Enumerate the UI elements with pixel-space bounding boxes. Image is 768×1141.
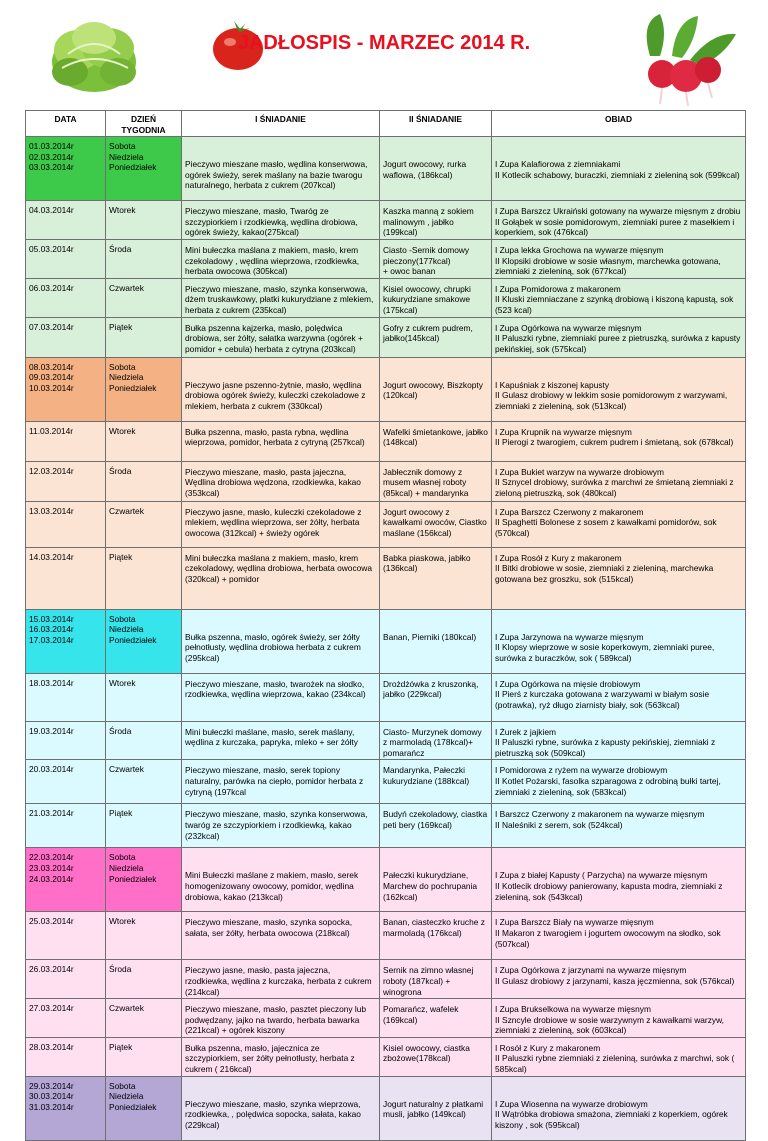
lunch-cell: I Zupa Barszcz Czerwony z makaronem II Spaghetti Bolonese z sosem z kawałkami pomidorów, sok (570kcal): [492, 501, 746, 547]
day-cell: Wtorek: [106, 421, 182, 461]
date-cell: 27.03.2014r: [26, 999, 106, 1038]
breakfast2-cell: Ciasto -Sernik domowy pieczony(177kcal) + owoc banan: [380, 239, 492, 278]
day-cell: Piątek: [106, 317, 182, 357]
breakfast1-cell: Bułka pszenna, masło, pasta rybna, wędlina wieprzowa, pomidor, herbata z cytryną (257kcal): [182, 421, 380, 461]
lunch-cell: I Zupa Ogórkowa na mięsie drobiowym II Pierś z kurczaka gotowana z warzywami w białym sosie (potrawka), ryż długo ziarnisty biały, sok (563kcal): [492, 673, 746, 721]
breakfast2-cell: Wafelki śmietankowe, jabłko (148kcal): [380, 421, 492, 461]
menu-row: [26, 999, 746, 1038]
breakfast1-cell: Pieczywo mieszane, masło, szynka konserwowa, twaróg ze szczypiorkiem i rzodkiewką, kakao (232kcal): [182, 804, 380, 848]
week-days: Sobota Niedziela Poniedziałek: [106, 137, 182, 201]
menu-row: [26, 721, 746, 760]
breakfast2-cell: Jogurt naturalny z płatkami musli, jabłko (149kcal): [380, 1076, 492, 1140]
menu-row: [26, 760, 746, 804]
date-cell: 26.03.2014r: [26, 960, 106, 999]
breakfast1-cell: Mini Bułeczki maślane z makiem, masło, serek homogenizowany owocowy, pomidor, wędlina drobiowa, kakao (213kcal): [182, 848, 380, 912]
col-header-breakfast2: II ŚNIADANIE: [380, 111, 492, 137]
menu-row: [26, 848, 746, 912]
day-cell: Piątek: [106, 547, 182, 609]
breakfast2-cell: Kaszka manną z sokiem malinowym , jabłko (199kcal): [380, 201, 492, 240]
date-cell: 06.03.2014r: [26, 278, 106, 317]
day-cell: Wtorek: [106, 201, 182, 240]
breakfast1-cell: Mini bułeczki maślane, masło, serek maślany, wędlina z kurczaka, papryka, mleko + ser żółty: [182, 721, 380, 760]
week-dates: 15.03.2014r 16.03.2014r 17.03.2014r: [26, 609, 106, 673]
day-cell: Środa: [106, 239, 182, 278]
breakfast1-cell: Pieczywo mieszane masło, wędlina konserwowa, ogórek świeży, serek maślany na bazie twarogu naturalnego, herbata z cukrem (207kcal): [182, 137, 380, 201]
breakfast1-cell: Pieczywo jasne, masło, pasta jajeczna, rzodkiewka, wędlina z kurczaka, herbata z cukrem (214kcal): [182, 960, 380, 999]
menu-row: [26, 804, 746, 848]
breakfast1-cell: Pieczywo jasne, masło, kuleczki czekoladowe z mlekiem, wędlina wieprzowa, ser żółty, herbata owocowa (312kcal) + świeży ogórek: [182, 501, 380, 547]
menu-row: [26, 1037, 746, 1076]
breakfast1-cell: Pieczywo mieszane, masło, szynka sopocka, sałata, ser żółty, herbata owocowa (218kcal): [182, 912, 380, 960]
breakfast2-cell: Sernik na zimno własnej roboty (187kcal) + winogrona: [380, 960, 492, 999]
menu-row: [26, 1076, 746, 1140]
date-cell: 25.03.2014r: [26, 912, 106, 960]
week-days: Sobota Niedziela Poniedziałek: [106, 609, 182, 673]
lunch-cell: I Zupa Pomidorowa z makaronem II Kluski ziemniaczane z szynką drobiową i kiszoną kapustą, sok (523 kcal): [492, 278, 746, 317]
breakfast1-cell: Bułka pszenna, masło, jajecznica ze szczypiorkiem, ser żółty pełnotłusty, herbata z cukrem ( 216kcal): [182, 1037, 380, 1076]
menu-row: [26, 609, 746, 673]
breakfast1-cell: Bułka pszenna, masło, ogórek świeży, ser żółty pełnotłusty, wędlina drobiowa herbata z cukrem (295kcal): [182, 609, 380, 673]
page-title: JADŁOSPIS - MARZEC 2014 R.: [237, 32, 531, 54]
breakfast1-cell: Pieczywo mieszane, masło, pasztet pieczony lub podwędzany, jajko na twardo, herbata bawarka (221kcal) + ogórek kiszony: [182, 999, 380, 1038]
menu-row: [26, 239, 746, 278]
menu-row: [26, 317, 746, 357]
breakfast2-cell: Budyń czekoladowy, ciastka peti bery (169kcal): [380, 804, 492, 848]
lunch-cell: I Barszcz Czerwony z makaronem na wywarze mięsnym II Naleśniki z serem, sok (524kcal): [492, 804, 746, 848]
menu-row: [26, 201, 746, 240]
lunch-cell: I Kapuśniak z kiszonej kapusty II Gulasz drobiowy w lekkim sosie pomidorowym z warzywami, ziemniaki z zieleniną, sok (513kcal): [492, 357, 746, 421]
breakfast2-cell: Jabłecznik domowy z musem własnej roboty (85kcal) + mandarynka: [380, 461, 492, 501]
lunch-cell: I Żurek z jajkiem II Paluszki rybne, surówka z kapusty pekińskiej, ziemniaki z pietruszką sok (509kcal): [492, 721, 746, 760]
day-cell: Piątek: [106, 1037, 182, 1076]
date-cell: 11.03.2014r: [26, 421, 106, 461]
lettuce-illustration: [48, 14, 140, 96]
breakfast2-cell: Jogurt owocowy z kawałkami owoców, Ciastko maślane (156kcal): [380, 501, 492, 547]
menu-row: [26, 461, 746, 501]
date-cell: 05.03.2014r: [26, 239, 106, 278]
day-cell: Czwartek: [106, 760, 182, 804]
lunch-cell: I Zupa Wiosenna na wywarze drobiowym II Wątróbka drobiowa smażona, ziemniaki z koperkiem, ogórek kiszony , sok (595kcal): [492, 1076, 746, 1140]
col-header-date: DATA: [26, 111, 106, 137]
week-days: Sobota Niedziela Poniedziałek: [106, 848, 182, 912]
breakfast2-cell: Gofry z cukrem pudrem, jabłko(145kcal): [380, 317, 492, 357]
date-cell: 14.03.2014r: [26, 547, 106, 609]
date-cell: 18.03.2014r: [26, 673, 106, 721]
day-cell: Wtorek: [106, 912, 182, 960]
week-dates: 01.03.2014r 02.03.2014r 03.03.2014r: [26, 137, 106, 201]
lunch-cell: I Zupa Kalafiorowa z ziemniakami II Kotlecik schabowy, buraczki, ziemniaki z zieleniną sok (599kcal): [492, 137, 746, 201]
menu-body: [26, 137, 746, 1140]
lunch-cell: I Pomidorowa z ryżem na wywarze drobiowym II Kotlet Pożarski, fasolka szparagowa z odrobiną bułki tartej, ziemniaki z zieleniną, sok (583kcal): [492, 760, 746, 804]
date-cell: 21.03.2014r: [26, 804, 106, 848]
day-cell: Czwartek: [106, 999, 182, 1038]
week-dates: 29.03.2014r 30.03.2014r 31.03.2014r: [26, 1076, 106, 1140]
col-header-breakfast1: I ŚNIADANIE: [182, 111, 380, 137]
date-cell: 19.03.2014r: [26, 721, 106, 760]
lunch-cell: I Zupa Barszcz Ukraiński gotowany na wywarze mięsnym z drobiu II Gołąbek w sosie pomidorowym, ziemniaki puree z masełkiem i koperkiem, sok (476kcal): [492, 201, 746, 240]
breakfast2-cell: Kisiel owocowy, ciastka zbożowe(178kcal): [380, 1037, 492, 1076]
date-cell: 07.03.2014r: [26, 317, 106, 357]
lunch-cell: I Zupa Brukselkowa na wywarze mięsnym II Szncyle drobiowe w sosie warzywnym z kawałkami warzyw, ziemniaki z zieleniną, sok (603kcal): [492, 999, 746, 1038]
date-cell: 28.03.2014r: [26, 1037, 106, 1076]
breakfast1-cell: Pieczywo mieszane, masło, serek topiony naturalny, parówka na ciepło, pomidor herbata z cytryną (197kcal: [182, 760, 380, 804]
menu-row: [26, 357, 746, 421]
menu-row: [26, 137, 746, 201]
breakfast2-cell: Babka piaskowa, jabłko (136kcal): [380, 547, 492, 609]
lunch-cell: I Rosół z Kury z makaronem II Paluszki rybne ziemniaki z zieleniną, surówka z marchwi, sok ( 585kcal): [492, 1037, 746, 1076]
breakfast2-cell: Jogurt owocowy, rurka waflowa, (186kcal): [380, 137, 492, 201]
date-cell: 12.03.2014r: [26, 461, 106, 501]
lunch-cell: I Zupa Jarzynowa na wywarze mięsnym II Klopsy wieprzowe w sosie koperkowym, ziemniaki puree, surówka z buraczków, sok ( 589kcal): [492, 609, 746, 673]
breakfast2-cell: Pałeczki kukurydziane, Marchew do pochrupania (162kcal): [380, 848, 492, 912]
lunch-cell: I Zupa Krupnik na wywarze mięsnym II Pierogi z twarogiem, cukrem pudrem i śmietaną, sok (678kcal): [492, 421, 746, 461]
breakfast2-cell: Ciasto- Murzynek domowy z marmoladą (178kcal)+ pomarańcz: [380, 721, 492, 760]
week-days: Sobota Niedziela Poniedziałek: [106, 1076, 182, 1140]
menu-row: [26, 421, 746, 461]
menu-row: [26, 673, 746, 721]
breakfast2-cell: Pomarańcz, wafelek (169kcal): [380, 999, 492, 1038]
lunch-cell: I Zupa z białej Kapusty ( Parzycha) na wywarze mięsnym II Kotlecik drobiowy panierowany, kapusta modra, ziemniaki z zieleniną, sok (543kcal): [492, 848, 746, 912]
date-cell: 13.03.2014r: [26, 501, 106, 547]
day-cell: Środa: [106, 461, 182, 501]
menu-row: [26, 278, 746, 317]
breakfast2-cell: Mandarynka, Pałeczki kukurydziane (188kcal): [380, 760, 492, 804]
breakfast1-cell: Mini bułeczka maślana z makiem, masło, krem czekoladowy , wędlina wieprzowa, rzodkiewka, herbata owocowa (305kcal): [182, 239, 380, 278]
day-cell: Piątek: [106, 804, 182, 848]
col-header-day: DZIEŃ TYGODNIA: [106, 111, 182, 137]
day-cell: Środa: [106, 721, 182, 760]
menu-row: [26, 501, 746, 547]
radish-illustration: [620, 12, 742, 108]
lunch-cell: I Zupa lekka Grochowa na wywarze mięsnym II Klopsiki drobiowe w sosie własnym, marchewka gotowana, ziemniaki z zieleniną, sok (677kcal): [492, 239, 746, 278]
breakfast1-cell: Mini bułeczka maślana z makiem, masło, krem czekoladowy, wędlina drobiowa, herbata owocowa (320kcal) + pomidor: [182, 547, 380, 609]
day-cell: Wtorek: [106, 673, 182, 721]
menu-row: [26, 547, 746, 609]
breakfast2-cell: Kisiel owocowy, chrupki kukurydziane smakowe (175kcal): [380, 278, 492, 317]
date-cell: 04.03.2014r: [26, 201, 106, 240]
lunch-cell: I Zupa Rosół z Kury z makaronem II Bitki drobiowe w sosie, ziemniaki z zieleniną, marchewka gotowana bez groszku, sok (515kcal): [492, 547, 746, 609]
breakfast1-cell: Pieczywo mieszane, masło, twarożek na słodko, rzodkiewka, wędlina wieprzowa, kakao (234kcal): [182, 673, 380, 721]
breakfast1-cell: Bułka pszenna kajzerka, masło, polędwica drobiowa, ser żółty, sałatka warzywna (ogórek + pomidor + cebula) herbata z cytryna (203kcal): [182, 317, 380, 357]
breakfast1-cell: Pieczywo mieszane, masło, szynka konserwowa, dżem truskawkowy, płatki kukurydziane z mlekiem, herbata z cukrem (235kcal): [182, 278, 380, 317]
menu-row: [26, 960, 746, 999]
breakfast2-cell: Jogurt owocowy, Biszkopty (120kcal): [380, 357, 492, 421]
breakfast1-cell: Pieczywo mieszane, masło, Twaróg ze szczypiorkiem i rzodkiewką, wędlina drobiowa, ogórek świeży, kakao(275kcal): [182, 201, 380, 240]
breakfast2-cell: Banan, ciasteczko kruche z marmoladą (176kcal): [380, 912, 492, 960]
breakfast1-cell: Pieczywo jasne pszenno-żytnie, masło, wędlina drobiowa ogórek świeży, kuleczki czekoladowe z mlekiem, herbata z cukrem (330kcal): [182, 357, 380, 421]
lunch-cell: I Zupa Bukiet warzyw na wywarze drobiowym II Sznycel drobiowy, surówka z marchwi ze śmietaną ziemniaki z zieloną pietruszką, sok (480kcal): [492, 461, 746, 501]
breakfast2-cell: Drożdżówka z kruszonką, jabłko (229kcal): [380, 673, 492, 721]
lunch-cell: I Zupa Ogórkowa z jarzynami na wywarze mięsnym II Gulasz drobiowy z jarzynami, kasza jęczmienna, sok (576kcal): [492, 960, 746, 999]
lunch-cell: I Zupa Ogórkowa na wywarze mięsnym II Paluszki rybne, ziemniaki puree z pietruszką, surówka z kapusty pekińskiej, sok (575kcal): [492, 317, 746, 357]
menu-table: [25, 110, 746, 1141]
breakfast1-cell: Pieczywo mieszane, masło, szynka wieprzowa, rzodkiewka, , polędwica sopocka, sałata, kakao (229kcal): [182, 1076, 380, 1140]
breakfast1-cell: Pieczywo mieszane, masło, pasta jajeczna, Wędlina drobiowa wędzona, rzodkiewka, kakao (353kcal): [182, 461, 380, 501]
day-cell: Czwartek: [106, 501, 182, 547]
col-header-lunch: OBIAD: [492, 111, 746, 137]
day-cell: Czwartek: [106, 278, 182, 317]
breakfast2-cell: Banan, Pierniki (180kcal): [380, 609, 492, 673]
day-cell: Środa: [106, 960, 182, 999]
lunch-cell: I Zupa Barszcz Biały na wywarze mięsnym II Makaron z twarogiem i jogurtem owocowym na słodko, sok (507kcal): [492, 912, 746, 960]
menu-row: [26, 912, 746, 960]
date-cell: 20.03.2014r: [26, 760, 106, 804]
week-days: Sobota Niedziela Poniedziałek: [106, 357, 182, 421]
week-dates: 08.03.2014r 09.03.2014r 10.03.2014r: [26, 357, 106, 421]
week-dates: 22.03.2014r 23.03.2014r 24.03.2014r: [26, 848, 106, 912]
